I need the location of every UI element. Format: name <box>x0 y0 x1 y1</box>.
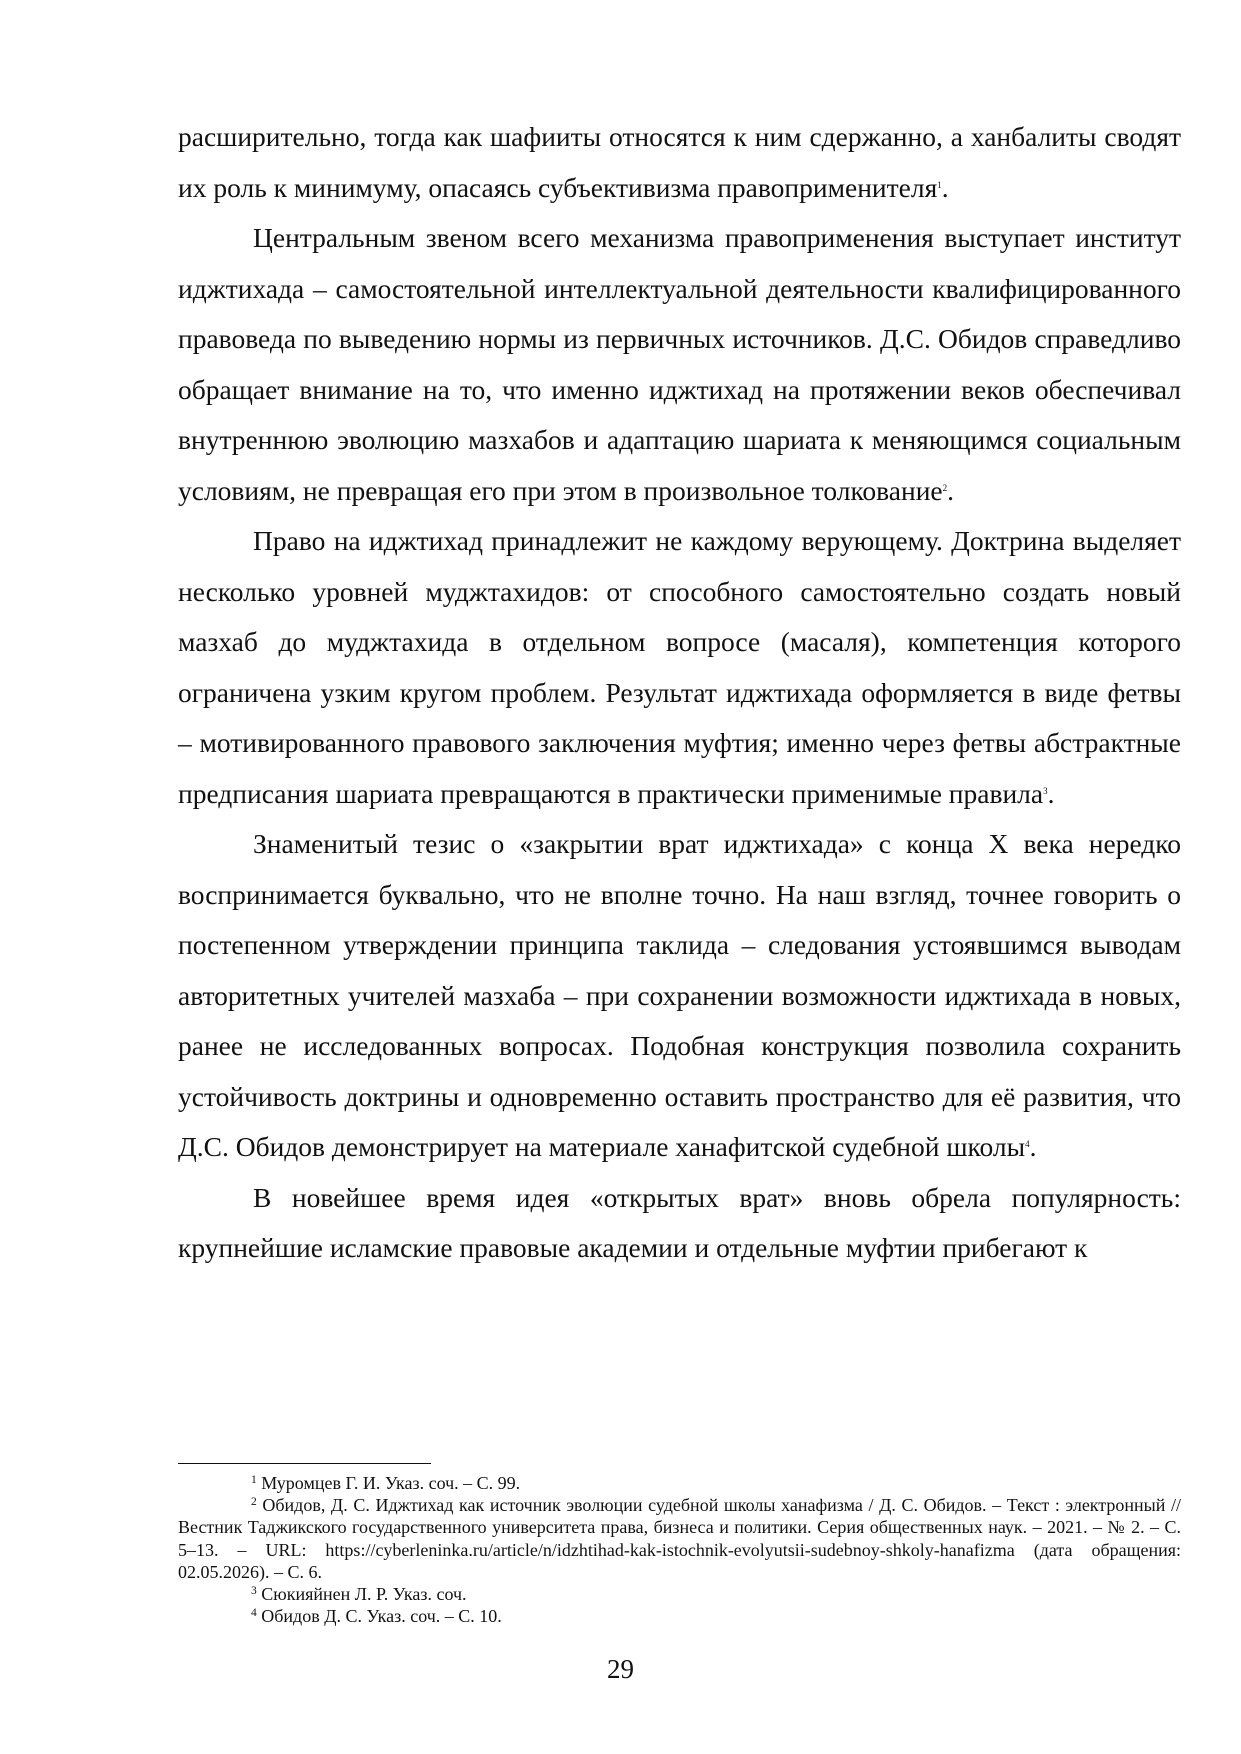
footnote-2-text: Обидов, Д. С. Иджтихад как источник эволюции судебной школы ханафизма / Д. С. Обидов. – Текст : электронный // Вестник Таджикского государственного университета права, бизнеса и политики. Серия общественных наук. – 2021. – № 2. – С. 5–13. – URL: https://cyberleninka.ru/article/n/idzhtihad-kak-istochnik-evolyutsii-sudebnoy-shkoly-hanafizma (дата обращения: 02.05.2026). – С. 6. <box>178 1495 1182 1582</box>
paragraph-2-tail: . <box>947 474 955 506</box>
paragraph-4-tail: . <box>1029 1131 1037 1162</box>
footnote-4 <box>178 1605 1181 1627</box>
footnote-4-text: Обидов Д. С. Указ. соч. – С. 10. <box>261 1606 502 1627</box>
paragraph-3-tail: . <box>1047 777 1055 809</box>
footnote-1-text: Муромцев Г. И. Указ. соч. – С. 99. <box>261 1473 521 1493</box>
paragraph-2-text: Центральным звеном всего механизма правоприменения выступает институт иджтихада – самостоятельной интеллектуальной деятельности квалифицированного правоведа по выведению нормы из первичных источников. Д.С. Обидов справедливо обращает внимание на то, что именно иджтихад на протяжении веков обеспечивал внутреннюю эволюцию мазхабов и адаптацию шариата к меняющимся социальным условиям, не превращая его при этом в произвольное толкование <box>178 222 1181 506</box>
footnote-reference-2: 2 <box>942 482 948 493</box>
footnote-reference-1: 1 <box>937 179 942 190</box>
footnote-number-4: 4 <box>251 1607 257 1620</box>
paragraph-3-text: Право на иджтихад принадлежит не каждому верующему. Доктрина выделяет несколько уровней муджтахидов: от способного самостоятельно создать новый мазхаб до муджтахида в отдельном вопросе (масаля), компетенция которого ограничена узким кругом проблем. Результат иджтихада оформляется в виде фетвы – мотивированного правового заключения муфтия; именно через фетвы абстрактные предписания шариата превращаются в практически применимые правила <box>178 525 1181 809</box>
footnote-reference-4: 4 <box>1025 1139 1030 1149</box>
footnote-1 <box>178 1472 1181 1494</box>
footnote-3 <box>178 1583 1181 1605</box>
page-number: 29 <box>607 1654 634 1684</box>
paragraph-4-text: Знаменитый тезис о «закрытии врат иджтихада» с конца X века нередко воспринимается буквально, что не вполне точно. На наш взгляд, точнее говорить о постепенном утверждении принципа таклида – следования устоявшимся выводам авторитетных учителей мазхаба – при сохранении возможности иджтихада в новых, ранее не исследованных вопросах. Подобная конструкция позволила сохранить устойчивость доктрины и одновременно оставить пространство для её развития, что Д.С. Обидов демонстрирует на материале ханафитской судебной школы <box>178 828 1181 1162</box>
footnote-reference-3: 3 <box>1043 785 1048 796</box>
paragraph-1-text: расширительно, тогда как шафииты относятся к ним сдержанно, а ханбалиты сводят их роль к минимуму, опасаясь субъективизма правоприменителя <box>178 121 1181 203</box>
footnote-number-2: 2 <box>251 1496 257 1509</box>
body-text <box>178 112 1181 1274</box>
footnote-number-1: 1 <box>251 1474 257 1486</box>
paragraph-5 <box>178 1173 1181 1274</box>
footnote-2 <box>178 1494 1181 1583</box>
footnote-3-text: Сюкияйнен Л. Р. Указ. соч. <box>261 1584 467 1605</box>
paragraph-5-text: В новейшее время идея «открытых врат» вновь обрела популярность: крупнейшие исламские правовые академии и отдельные муфтии прибегают к <box>178 1181 1181 1263</box>
footnote-number-3: 3 <box>251 1585 257 1598</box>
paragraph-1-tail: . <box>941 171 949 203</box>
paragraph-2 <box>178 213 1181 516</box>
footnote-separator <box>178 1463 431 1464</box>
paragraph-4 <box>178 819 1181 1173</box>
paragraph-3 <box>178 516 1181 819</box>
paragraph-1 <box>178 112 1181 213</box>
footnotes <box>178 1472 1181 1627</box>
